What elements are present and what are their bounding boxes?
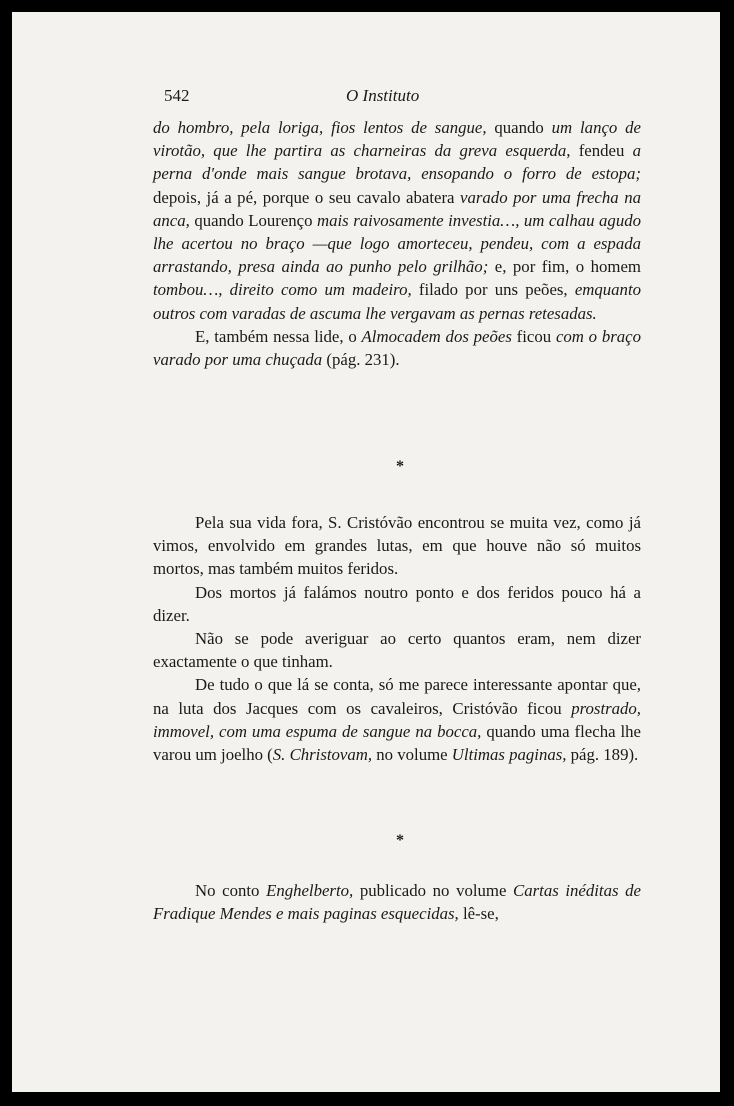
italic-text-run: varado por uma frecha na anca,	[153, 187, 641, 230]
italic-text-run: Enghelberto,	[266, 881, 354, 900]
text-run: depois, já a pé, porque o seu cavalo abatera	[153, 187, 461, 207]
paragraph	[153, 879, 641, 925]
text-run: quando Lourenço	[189, 210, 317, 230]
italic-text-run: mais raivosamente investia…, um calhau agudo lhe acertou no braço —que logo amorteceu, pendeu, com a espada arrastando, presa ainda ao punho pelo grilhão;	[153, 210, 641, 277]
text-block-wounded	[153, 511, 641, 766]
text-run: fendeu	[570, 141, 633, 161]
italic-text-run: Ultimas paginas,	[451, 745, 567, 765]
text-run: quando	[486, 118, 552, 137]
text-run: publicado no volume	[353, 881, 514, 900]
paragraph	[153, 627, 641, 673]
paragraph	[153, 325, 641, 371]
paragraph	[153, 116, 641, 325]
italic-text-run: a perna d'onde mais sangue brotava, ensopando o forro de estopa;	[153, 141, 641, 184]
paragraph	[153, 511, 641, 581]
text-run: e, por fim, o homem	[488, 257, 641, 277]
text-block-enghelberto	[153, 879, 641, 925]
text-run: no volume	[372, 745, 452, 765]
text-block-continuation	[153, 116, 641, 371]
italic-text-run: emquanto outros com varadas de ascuma lhe vergavam as pernas retesadas.	[153, 280, 641, 323]
text-run: No conto	[195, 881, 267, 900]
text-run: (pág. 231).	[322, 350, 400, 370]
text-run: Pela sua vida fora, S. Cristóvão encontrou se muita vez, como já vimos, envolvido em grandes lutas, em que houve não só muitos mortos, mas também muitos feridos.	[153, 513, 641, 579]
section-separator: *	[396, 458, 404, 475]
page-number: 542	[164, 86, 190, 105]
text-run: quando uma flecha lhe varou um joelho (	[153, 721, 642, 765]
page-header	[164, 86, 664, 110]
italic-text-run: um lanço de virotão, que lhe partira as charneiras da greva esquerda,	[153, 118, 641, 161]
section-separator: *	[396, 832, 404, 849]
text-run: ficou	[511, 326, 556, 346]
text-run: De tudo o que lá se conta, só me parece interessante apontar que, na luta dos Jacques com os cavaleiros, Cristóvão ficou	[153, 675, 641, 718]
italic-text-run: prostrado, immovel, com uma espuma de sangue na bocca,	[153, 698, 641, 741]
paragraph	[153, 673, 641, 766]
text-run: filado por uns peões,	[411, 280, 575, 300]
text-run: lê-se,	[458, 904, 499, 924]
text-run: pág. 189).	[566, 745, 639, 765]
text-run: E, também nessa lide, o	[195, 326, 362, 346]
italic-text-run: Cartas inéditas de Fradique Mendes e mais paginas esquecidas,	[153, 881, 641, 924]
italic-text-run: do hombro, pela loriga, fios lentos de sangue,	[153, 118, 487, 137]
italic-text-run: S. Christovam,	[272, 745, 373, 765]
running-title: O Instituto	[346, 86, 420, 105]
italic-text-run: tombou…, direito como um madeiro,	[153, 280, 412, 300]
text-run: Não se pode averiguar ao certo quantos eram, nem dizer exactamente o que tinham.	[153, 629, 641, 672]
text-run: Dos mortos já falámos noutro ponto e dos feridos pouco há a dizer.	[153, 582, 641, 625]
paragraph	[153, 581, 641, 627]
italic-text-run: Almocadem dos peões	[361, 326, 512, 346]
italic-text-run: com o braço varado por uma chuçada	[153, 326, 642, 370]
